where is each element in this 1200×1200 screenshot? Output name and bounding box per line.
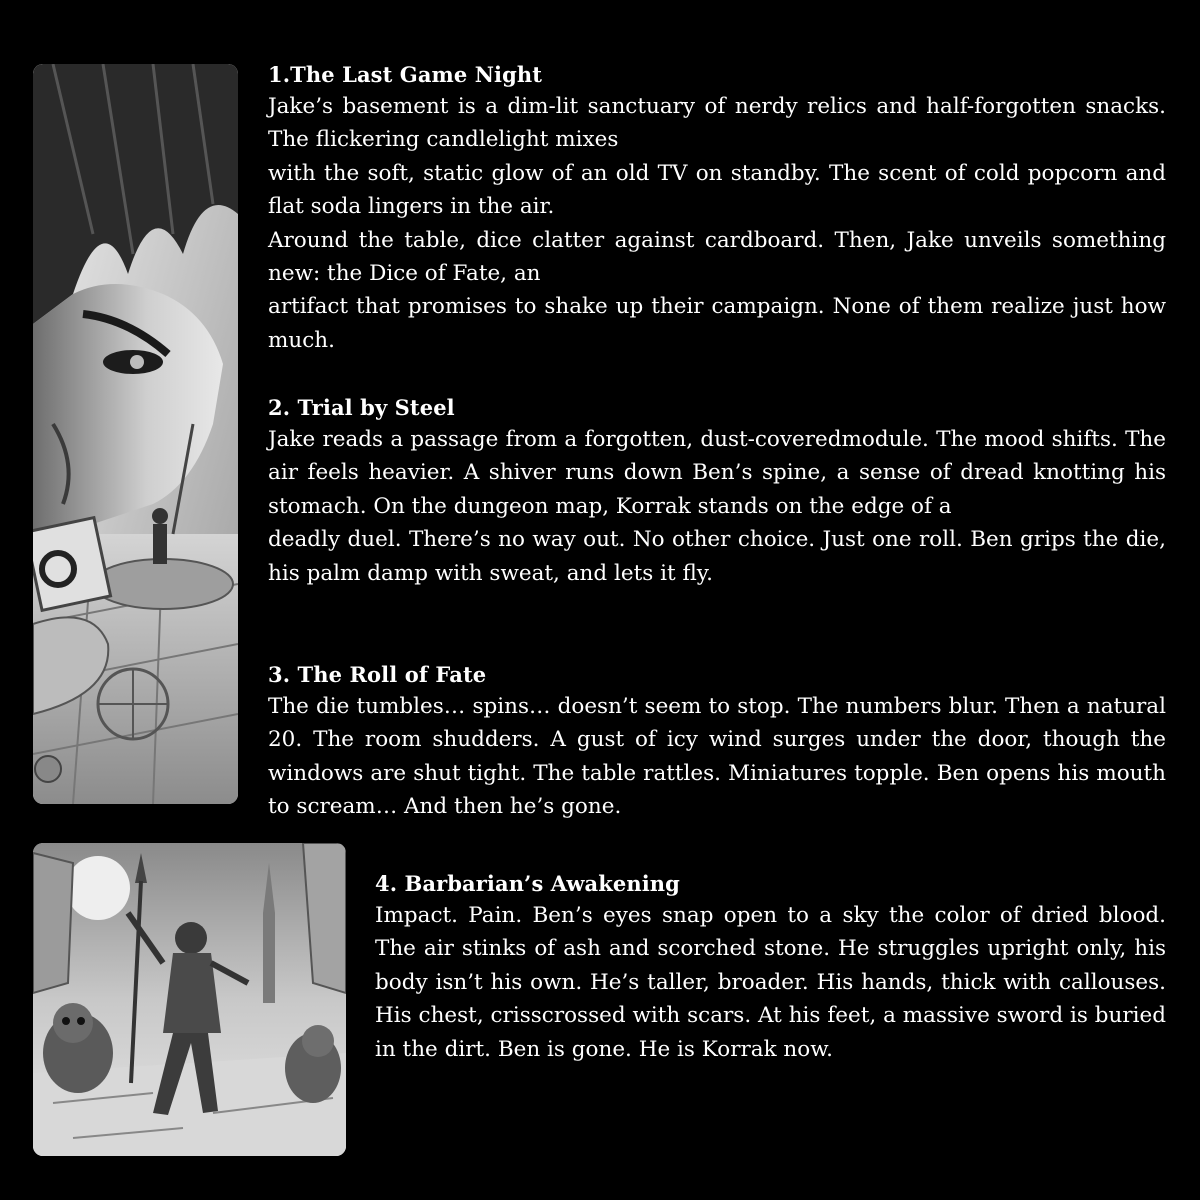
story-section-3 — [268, 660, 1166, 824]
story-section-4 — [375, 869, 1166, 1066]
section-title: 1.The Last Game Night — [268, 62, 543, 87]
section-title: 4. Barbarian’s Awakening — [375, 871, 680, 896]
section-paragraph: Jake’s basement is a dim-lit sanctuary of nerdy relics and half-forgotten snacks. The flickering candlelight mixes — [268, 94, 1166, 153]
section-paragraph: with the soft, static glow of an old TV on standby. The scent of cold popcorn and flat soda lingers in the air. — [268, 160, 1166, 220]
section-paragraph: Impact. Pain. Ben’s eyes snap open to a sky the color of dried blood. The air stinks of ash and scorched stone. He struggles upright only, his body isn’t his own. He’s taller, broader. His hands, thick with callouses. His chest, crisscrossed with scars. At his feet, a massive sword is buried in the dirt. Ben is gone. He is Korrak now. — [375, 903, 1166, 1062]
story-section-1 — [268, 60, 1166, 357]
story-section-2 — [268, 393, 1166, 590]
section-paragraph: The die tumbles… spins… doesn’t seem to stop. The numbers blur. Then a natural 20. The room shudders. A gust of icy wind surges under the door, though the windows are shut tight. The table rattles. Miniatures topple. Ben opens his mouth to scream… And then he’s gone. — [268, 694, 1166, 820]
section-title: 3. The Roll of Fate — [268, 662, 487, 687]
section-title: 2. Trial by Steel — [268, 395, 455, 420]
section-paragraph: artifact that promises to shake up their campaign. None of them realize just how much. — [268, 294, 1166, 353]
gamer-with-dice-and-miniature-illustration — [33, 64, 238, 804]
section-paragraph: deadly duel. There’s no way out. No other choice. Just one roll. Ben grips the die, his palm damp with sweat, and lets it fly. — [268, 527, 1166, 586]
section-paragraph: Around the table, dice clatter against cardboard. Then, Jake unveils something new: the Dice of Fate, an — [268, 227, 1166, 287]
section-paragraph: Jake reads a passage from a forgotten, dust-coveredmodule. The mood shifts. The air feels heavier. A shiver runs down Ben’s spine, a sense of dread knotting his stomach. On the dungeon map, Korrak stands on the edge of a — [268, 427, 1166, 519]
barbarian-running-with-monsters-illustration — [33, 843, 346, 1156]
